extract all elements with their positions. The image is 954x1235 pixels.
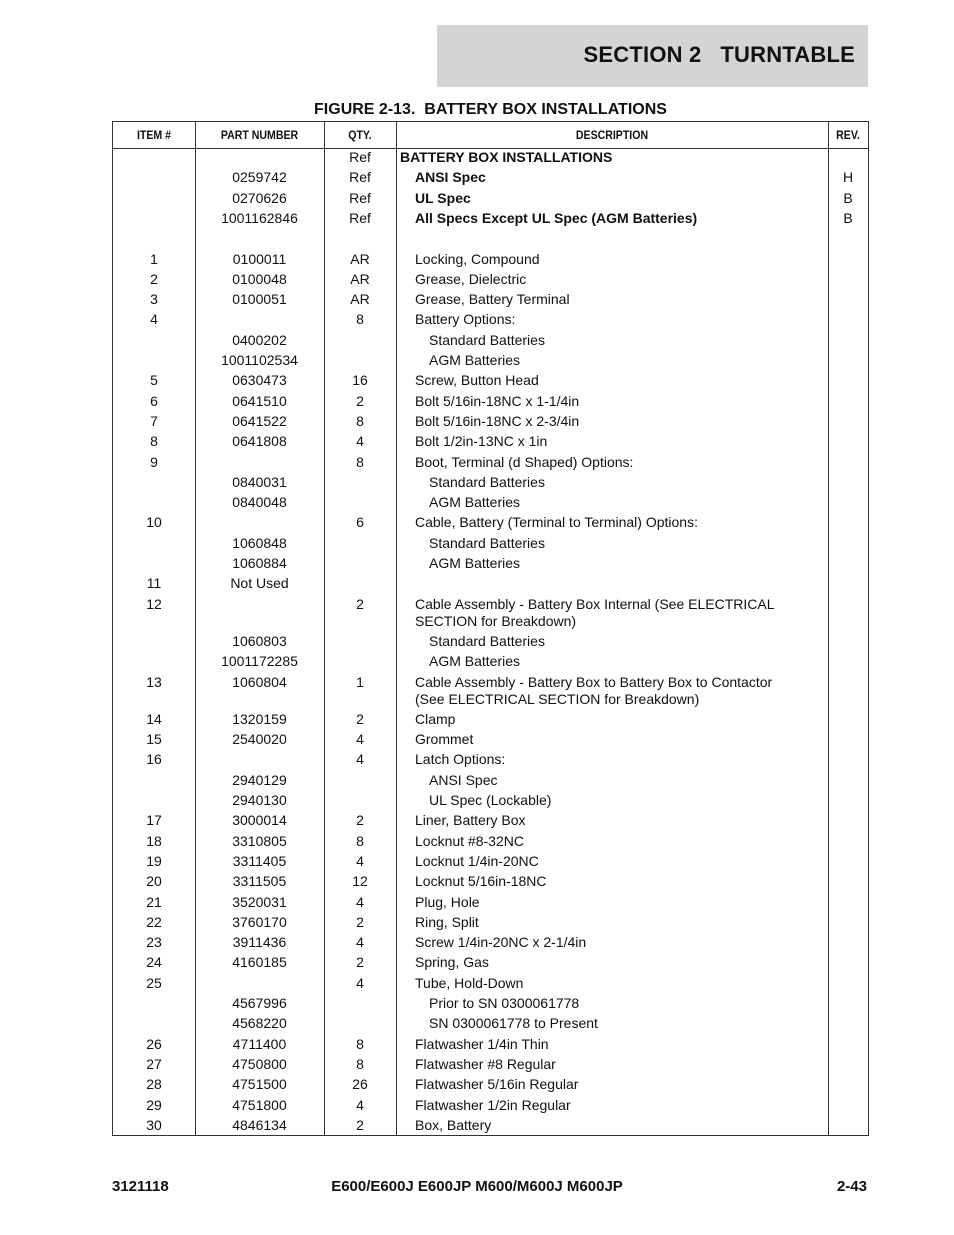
description-cell: Prior to SN 0300061778 bbox=[429, 995, 580, 1011]
qty-cell: 4 bbox=[356, 751, 364, 768]
part-number-cell: 3311505 bbox=[232, 873, 287, 890]
footer-models: E600/E600J E600JP M600/M600J M600JP bbox=[331, 1178, 623, 1195]
item-number-cell: 17 bbox=[146, 812, 162, 829]
section-title: SECTION 2 TURNTABLE bbox=[583, 42, 855, 67]
description-cell-continued: SECTION for Breakdown) bbox=[415, 612, 577, 629]
part-number-cell: 3911436 bbox=[232, 934, 287, 951]
description-cell: Locknut 5/16in-18NC bbox=[415, 873, 547, 890]
qty-cell: 2 bbox=[356, 913, 364, 930]
qty-cell: 4 bbox=[356, 974, 364, 991]
qty-cell: 4 bbox=[356, 893, 364, 910]
header-rev: REV. bbox=[836, 128, 860, 142]
item-number-cell: 3 bbox=[150, 291, 158, 308]
column-divider bbox=[396, 122, 397, 1135]
item-number-cell: 24 bbox=[146, 954, 162, 971]
qty-cell: 2 bbox=[356, 812, 364, 829]
part-number-cell: 3310805 bbox=[232, 832, 287, 849]
qty-cell: 26 bbox=[352, 1076, 368, 1093]
qty-cell: AR bbox=[350, 250, 370, 267]
item-number-cell: 12 bbox=[146, 595, 162, 612]
item-number-cell: 1 bbox=[150, 250, 158, 267]
description-cell: Battery Options: bbox=[415, 311, 516, 328]
footer-page-number: 2-43 bbox=[836, 1178, 867, 1195]
description-cell-continued: (See ELECTRICAL SECTION for Breakdown) bbox=[415, 690, 700, 707]
part-number-cell: 0641522 bbox=[232, 412, 287, 429]
qty-cell: 16 bbox=[352, 372, 368, 389]
qty-cell: 2 bbox=[356, 1116, 364, 1133]
rev-cell: B bbox=[843, 209, 853, 226]
part-number-cell: 4751800 bbox=[232, 1096, 287, 1113]
item-number-cell: 4 bbox=[150, 311, 158, 328]
description-cell: Screw, Button Head bbox=[415, 372, 539, 389]
part-number-cell: 0100011 bbox=[232, 250, 287, 267]
description-cell: SN 0300061778 to Present bbox=[429, 1015, 598, 1032]
description-cell: Cable Assembly - Battery Box to Battery Box to Contactor bbox=[415, 673, 773, 690]
part-number-cell: 1060848 bbox=[232, 534, 287, 551]
item-number-cell: 25 bbox=[146, 974, 162, 991]
qty-cell: 12 bbox=[352, 873, 368, 890]
description-cell: Locking, Compound bbox=[415, 250, 540, 267]
description-cell: Bolt 1/2in-13NC x 1in bbox=[415, 433, 548, 450]
description-cell: Tube, Hold-Down bbox=[415, 974, 524, 991]
qty-cell: 4 bbox=[356, 1096, 364, 1113]
description-cell: Flatwasher 1/2in Regular bbox=[415, 1096, 571, 1113]
item-number-cell: 27 bbox=[146, 1055, 162, 1072]
qty-cell: Ref bbox=[349, 189, 371, 206]
description-cell: Grommet bbox=[415, 731, 474, 748]
header-description: DESCRIPTION bbox=[575, 128, 649, 142]
description-cell: Flatwasher 1/4in Thin bbox=[415, 1035, 549, 1052]
part-number-cell: 2540020 bbox=[232, 731, 287, 748]
description-cell: Latch Options: bbox=[415, 751, 506, 768]
qty-cell: 8 bbox=[356, 1035, 364, 1052]
item-number-cell: 18 bbox=[146, 832, 162, 849]
description-cell: AGM Batteries bbox=[429, 555, 521, 571]
qty-cell: 2 bbox=[356, 954, 364, 971]
item-number-cell: 30 bbox=[146, 1116, 162, 1133]
header-part-number: PART NUMBER bbox=[220, 128, 299, 142]
description-cell: Box, Battery bbox=[415, 1116, 492, 1133]
part-number-cell: 0259742 bbox=[232, 169, 287, 186]
part-number-cell: 3000014 bbox=[232, 812, 287, 829]
description-cell: Ring, Split bbox=[415, 913, 479, 930]
description-cell: ANSI Spec bbox=[415, 169, 486, 186]
qty-cell: Ref bbox=[349, 209, 371, 226]
part-number-cell: 4567996 bbox=[232, 995, 287, 1011]
qty-cell: AR bbox=[350, 291, 370, 308]
item-number-cell: 8 bbox=[150, 433, 158, 450]
part-number-cell: 0641808 bbox=[232, 433, 287, 450]
qty-cell: 4 bbox=[356, 731, 364, 748]
description-cell: UL Spec bbox=[415, 189, 471, 206]
qty-cell: 8 bbox=[356, 832, 364, 849]
description-cell: UL Spec (Lockable) bbox=[429, 792, 552, 808]
header-item: ITEM # bbox=[136, 128, 172, 142]
qty-cell: 4 bbox=[356, 433, 364, 450]
item-number-cell: 20 bbox=[146, 873, 162, 890]
qty-cell: 4 bbox=[356, 852, 364, 869]
part-number-cell: 1001102534 bbox=[221, 352, 298, 368]
qty-cell: AR bbox=[350, 270, 370, 287]
qty-cell: 6 bbox=[356, 514, 364, 531]
qty-cell: Ref bbox=[349, 169, 371, 186]
description-cell: Grease, Dielectric bbox=[415, 270, 527, 287]
qty-cell: 8 bbox=[356, 453, 364, 470]
item-number-cell: 15 bbox=[146, 731, 162, 748]
figure-title: FIGURE 2-13. BATTERY BOX INSTALLATIONS bbox=[314, 101, 667, 118]
header-qty: QTY. bbox=[348, 128, 372, 142]
qty-cell: 2 bbox=[356, 392, 364, 409]
part-number-cell: 4568220 bbox=[232, 1015, 287, 1032]
part-number-cell: 3760170 bbox=[232, 913, 287, 930]
qty-cell: 2 bbox=[356, 710, 364, 727]
part-number-cell: 1060803 bbox=[232, 632, 287, 649]
description-cell: Flatwasher #8 Regular bbox=[415, 1055, 556, 1072]
part-number-cell: 0840031 bbox=[232, 473, 287, 490]
description-cell: AGM Batteries bbox=[429, 494, 521, 511]
section-banner bbox=[437, 25, 868, 87]
item-number-cell: 9 bbox=[150, 453, 158, 470]
description-cell: Bolt 5/16in-18NC x 2-3/4in bbox=[415, 412, 580, 429]
parts-table bbox=[112, 121, 869, 1136]
item-number-cell: 13 bbox=[146, 673, 162, 690]
description-cell: Flatwasher 5/16in Regular bbox=[415, 1076, 579, 1093]
qty-cell: 8 bbox=[356, 412, 364, 429]
part-number-cell: 1001172285 bbox=[221, 653, 298, 670]
description-cell: Standard Batteries bbox=[429, 473, 545, 490]
part-number-cell: Not Used bbox=[230, 575, 289, 592]
description-cell: Cable Assembly - Battery Box Internal (See ELECTRICAL bbox=[415, 595, 775, 612]
qty-cell: 2 bbox=[356, 595, 364, 612]
description-cell: Standard Batteries bbox=[429, 534, 545, 551]
description-cell: Boot, Terminal (d Shaped) Options: bbox=[415, 453, 634, 470]
item-number-cell: 10 bbox=[146, 514, 162, 531]
qty-cell: 1 bbox=[356, 673, 364, 690]
item-number-cell: 6 bbox=[150, 392, 158, 409]
description-cell: Spring, Gas bbox=[415, 954, 489, 971]
description-cell: All Specs Except UL Spec (AGM Batteries) bbox=[415, 209, 698, 226]
description-cell: BATTERY BOX INSTALLATIONS bbox=[400, 149, 613, 165]
part-number-cell: 4751500 bbox=[232, 1076, 287, 1093]
description-cell: AGM Batteries bbox=[429, 352, 521, 368]
part-number-cell: 1320159 bbox=[232, 710, 287, 727]
item-number-cell: 11 bbox=[146, 575, 162, 592]
part-number-cell: 0100048 bbox=[232, 270, 287, 287]
description-cell: Liner, Battery Box bbox=[415, 812, 526, 829]
item-number-cell: 7 bbox=[150, 412, 158, 429]
item-number-cell: 29 bbox=[146, 1096, 162, 1113]
footer-doc-number: 3121118 bbox=[112, 1178, 169, 1195]
description-cell: Grease, Battery Terminal bbox=[415, 291, 570, 308]
description-cell: Bolt 5/16in-18NC x 1-1/4in bbox=[415, 392, 580, 409]
part-number-cell: 2940130 bbox=[232, 792, 287, 808]
part-number-cell: 3311405 bbox=[232, 852, 287, 869]
qty-cell: Ref bbox=[349, 149, 371, 165]
item-number-cell: 5 bbox=[150, 372, 158, 389]
item-number-cell: 2 bbox=[150, 270, 158, 287]
item-number-cell: 21 bbox=[146, 893, 162, 910]
description-cell: ANSI Spec bbox=[429, 771, 498, 788]
description-cell: Standard Batteries bbox=[429, 632, 545, 649]
part-number-cell: 1060884 bbox=[232, 555, 287, 571]
qty-cell: 4 bbox=[356, 934, 364, 951]
item-number-cell: 23 bbox=[146, 934, 162, 951]
part-number-cell: 1001162846 bbox=[221, 209, 298, 226]
part-number-cell: 4160185 bbox=[232, 954, 287, 971]
part-number-cell: 0641510 bbox=[232, 392, 287, 409]
description-cell: Standard Batteries bbox=[429, 331, 545, 348]
column-divider bbox=[828, 122, 829, 1135]
rev-cell: B bbox=[843, 189, 853, 206]
rev-cell: H bbox=[842, 169, 854, 186]
item-number-cell: 26 bbox=[146, 1035, 162, 1052]
item-number-cell: 19 bbox=[146, 852, 162, 869]
item-number-cell: 22 bbox=[146, 913, 162, 930]
description-cell: AGM Batteries bbox=[429, 653, 521, 670]
qty-cell: 8 bbox=[356, 1055, 364, 1072]
part-number-cell: 1060804 bbox=[232, 673, 287, 690]
qty-cell: 8 bbox=[356, 311, 364, 328]
part-number-cell: 0270626 bbox=[232, 189, 287, 206]
description-cell: Locknut #8-32NC bbox=[415, 832, 524, 849]
part-number-cell: 0400202 bbox=[232, 331, 287, 348]
part-number-cell: 0100051 bbox=[232, 291, 287, 308]
item-number-cell: 16 bbox=[146, 751, 162, 768]
description-cell: Plug, Hole bbox=[415, 893, 480, 910]
item-number-cell: 14 bbox=[146, 710, 162, 727]
part-number-cell: 0840048 bbox=[232, 494, 287, 511]
part-number-cell: 4750800 bbox=[232, 1055, 287, 1072]
description-cell: Screw 1/4in-20NC x 2-1/4in bbox=[415, 934, 587, 951]
description-cell: Clamp bbox=[415, 710, 456, 727]
description-cell: Locknut 1/4in-20NC bbox=[415, 852, 539, 869]
part-number-cell: 3520031 bbox=[232, 893, 287, 910]
part-number-cell: 4711400 bbox=[232, 1035, 287, 1052]
item-number-cell: 28 bbox=[146, 1076, 162, 1093]
description-cell: Cable, Battery (Terminal to Terminal) Options: bbox=[415, 514, 698, 531]
part-number-cell: 4846134 bbox=[232, 1116, 287, 1133]
part-number-cell: 0630473 bbox=[232, 372, 287, 389]
part-number-cell: 2940129 bbox=[232, 771, 287, 788]
